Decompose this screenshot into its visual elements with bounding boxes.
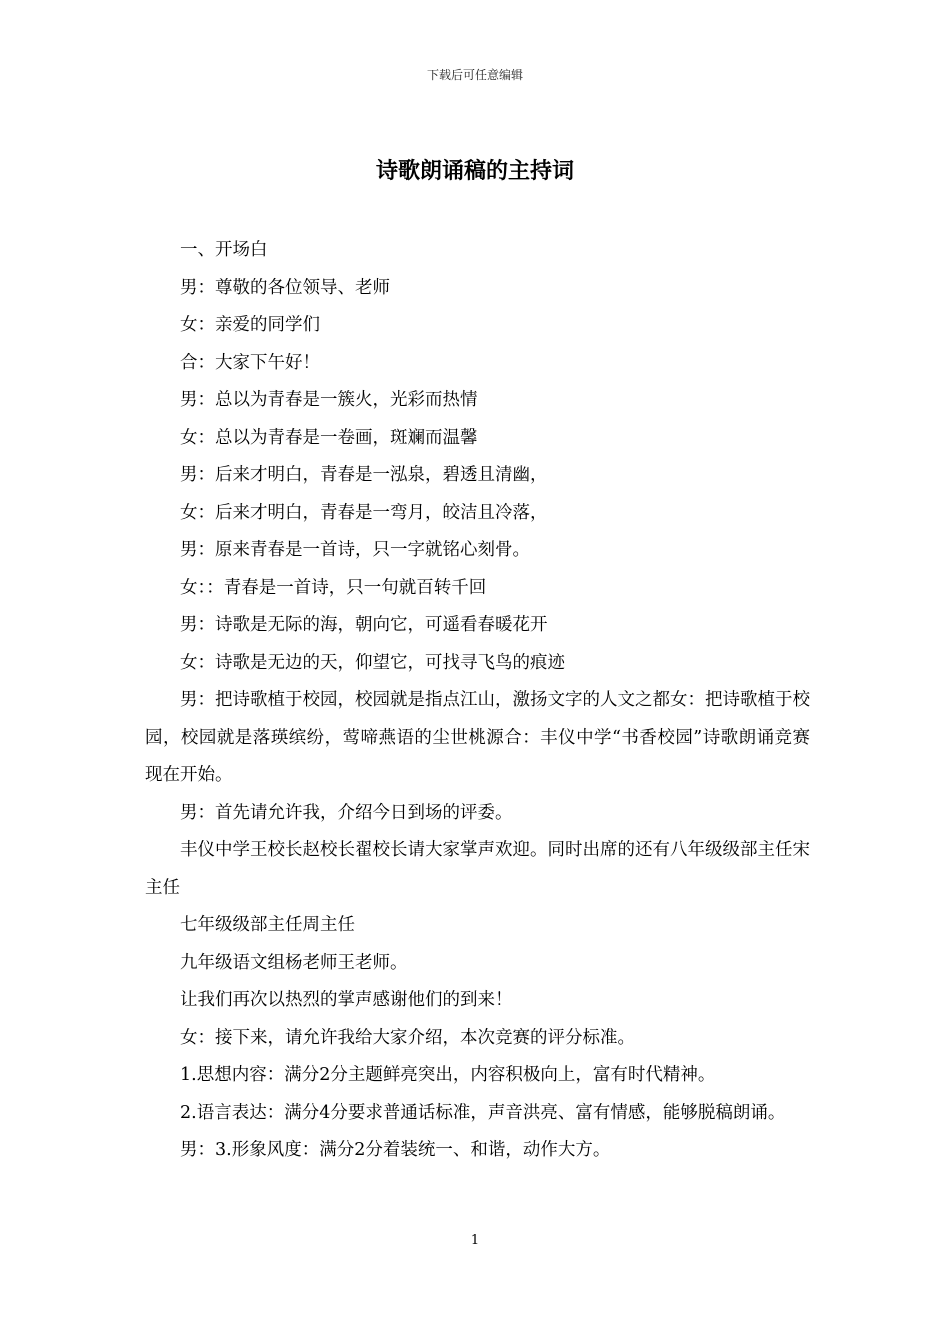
paragraph: 九年级语文组杨老师王老师。 — [180, 952, 408, 973]
paragraph: 1.思想内容：满分2分主题鲜亮突出，内容积极向上，富有时代精神。 — [180, 1065, 716, 1085]
paragraph: 男：原来青春是一首诗，只一字就铭心刻骨。 — [180, 540, 530, 560]
paragraph: 一、开场白 — [180, 240, 268, 260]
paragraph: 女：：青春是一首诗，只一句就百转千回 — [180, 577, 487, 598]
paragraph: 男：尊敬的各位领导、老师 — [180, 277, 390, 298]
document-title: 诗歌朗诵稿的主持词 — [375, 158, 574, 184]
paragraph: 男：首先请允许我，介绍今日到场的评委。 — [180, 802, 513, 823]
paragraph: 女：诗歌是无边的天，仰望它，可找寻飞鸟的痕迹 — [180, 652, 565, 673]
paragraph: 七年级级部主任周主任 — [180, 915, 355, 935]
paragraph: 女：接下来，请允许我给大家介绍，本次竞赛的评分标准。 — [180, 1027, 635, 1048]
paragraph: 男：诗歌是无际的海，朝向它，可遥看春暖花开 — [180, 615, 548, 635]
page-number: 1 — [470, 1233, 480, 1248]
document-body — [145, 232, 810, 1170]
paragraph: 男：总以为青春是一簇火，光彩而热情 — [180, 390, 478, 410]
paragraph: 女：后来才明白，青春是一弯月，皎洁且冷落， — [180, 502, 548, 523]
paragraph: 男：3.形象风度：满分2分着装统一、和谐，动作大方。 — [180, 1140, 611, 1160]
paragraph: 女：总以为青春是一卷画，斑斓而温馨 — [180, 427, 478, 448]
header-note: 下载后可任意编辑 — [426, 68, 523, 82]
paragraph: 合：大家下午好！ — [180, 352, 320, 373]
paragraph: 让我们再次以热烈的掌声感谢他们的到来！ — [180, 990, 513, 1010]
paragraph: 男：后来才明白，青春是一泓泉，碧透且清幽， — [180, 465, 548, 485]
paragraph: 丰仪中学王校长赵校长翟校长请大家掌声欢迎。同时出席的还有八年级级部主任宋主任 — [145, 840, 810, 898]
paragraph: 男：把诗歌植于校园，校园就是指点江山，激扬文字的人文之都女：把诗歌植于校园，校园就是落瑛缤纷，莺啼燕语的尘世桃源合：丰仪中学“书香校园”诗歌朗诵竞赛现在开始。 — [145, 690, 810, 785]
paragraph: 女：亲爱的同学们 — [180, 315, 320, 335]
paragraph: 2.语言表达：满分4分要求普通话标准，声音洪亮、富有情感，能够脱稿朗诵。 — [180, 1102, 786, 1123]
